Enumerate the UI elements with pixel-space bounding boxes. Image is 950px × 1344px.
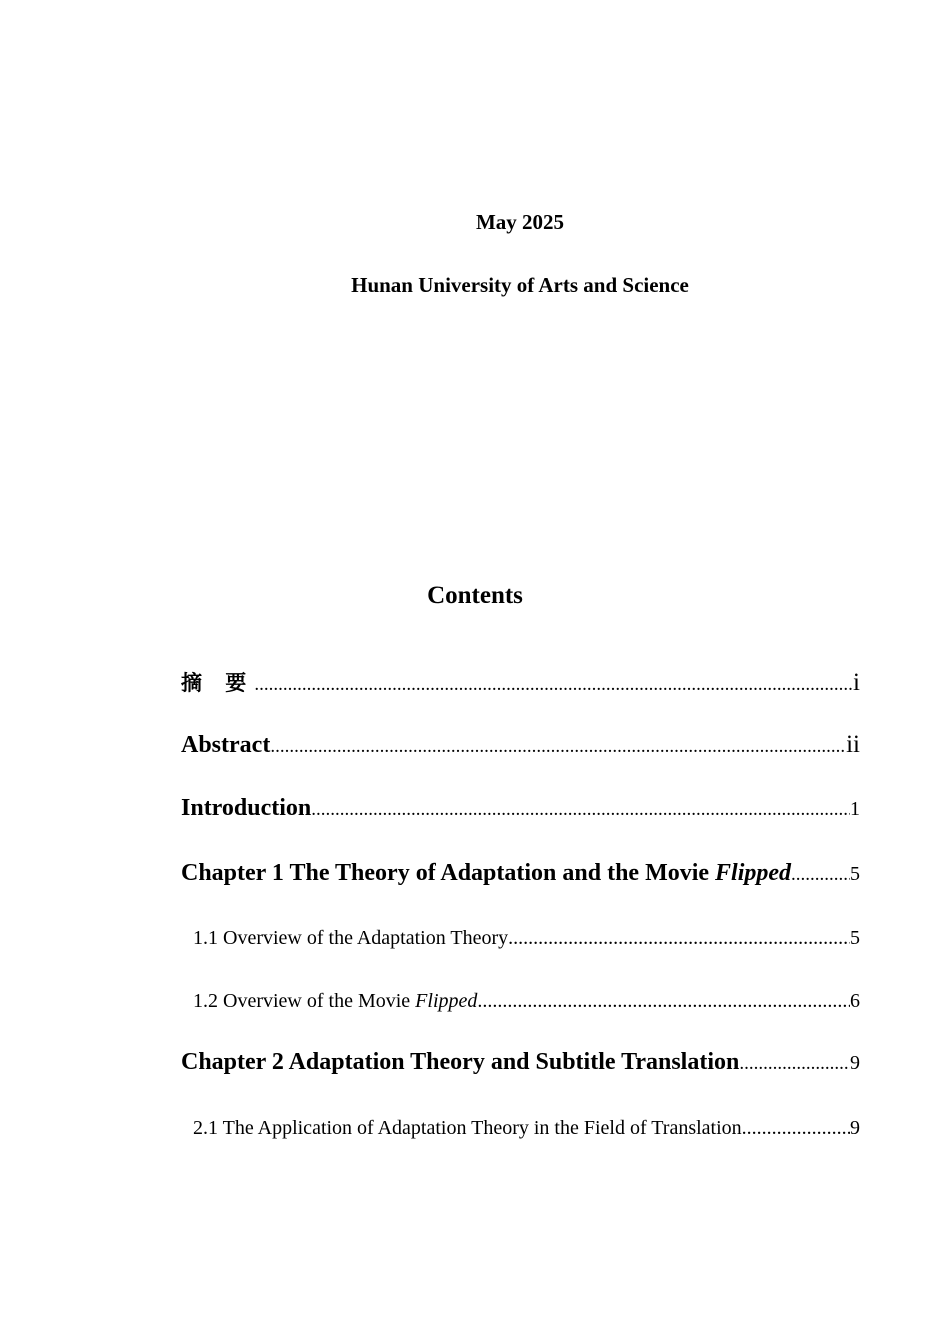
toc-entry-label: 2.1 The Application of Adaptation Theory in the Field of Translation. <box>193 1117 747 1139</box>
dot-leader <box>508 927 850 950</box>
toc-page-number: 5 <box>850 927 860 949</box>
dot-leader <box>311 799 850 821</box>
dot-leader <box>477 990 850 1013</box>
cover-date: May 2025 <box>475 210 565 234</box>
toc-page-number: 6 <box>850 990 860 1012</box>
toc-page-number: 9 <box>850 1052 860 1074</box>
toc-entry-label-text: Chapter 1 The Theory of Adaptation and the Movie <box>181 860 716 886</box>
toc-entry-abstract[interactable] <box>181 731 860 759</box>
toc-entry-label-text: 1.2 Overview of the Movie <box>193 990 416 1012</box>
toc-page-number: 1 <box>850 798 860 820</box>
toc-entry-section-1-1[interactable] <box>181 927 860 950</box>
toc-entry-zhaiyao[interactable] <box>181 667 860 697</box>
toc-entry-label: Abstract <box>181 732 271 758</box>
toc-entry-label: 1.1 Overview of the Adaptation Theory <box>193 927 509 949</box>
toc-entry-chapter-1[interactable] <box>181 860 860 887</box>
contents-title: Contents <box>427 582 523 609</box>
institution-name: Hunan University of Arts and Science <box>351 273 689 297</box>
toc-entry-section-2-1[interactable] <box>181 1117 860 1140</box>
toc-entry-introduction[interactable] <box>181 795 860 822</box>
toc-entry-label: Introduction <box>181 795 312 821</box>
dot-leader <box>270 736 846 758</box>
toc-entry-section-1-2[interactable] <box>181 990 860 1013</box>
toc-page-number: 9 <box>850 1117 860 1139</box>
toc-page-number: i <box>853 669 860 696</box>
dot-leader <box>254 674 853 696</box>
toc-entry-label: 摘 要 <box>181 671 255 695</box>
toc-entry-chapter-2[interactable] <box>181 1049 860 1076</box>
toc-page-number: 5 <box>850 863 860 885</box>
toc-page-number: ii <box>846 731 860 758</box>
dot-leader <box>739 1053 850 1075</box>
toc-entry-label-italic: Flipped <box>715 860 792 886</box>
dot-leader <box>791 864 850 886</box>
toc-entry-label <box>193 990 477 1013</box>
toc-entry-label <box>181 860 791 887</box>
dot-leader <box>747 1117 850 1140</box>
toc-entry-label: Chapter 2 Adaptation Theory and Subtitle Translation <box>181 1049 740 1075</box>
toc-entry-label-italic: Flipped <box>415 990 478 1012</box>
